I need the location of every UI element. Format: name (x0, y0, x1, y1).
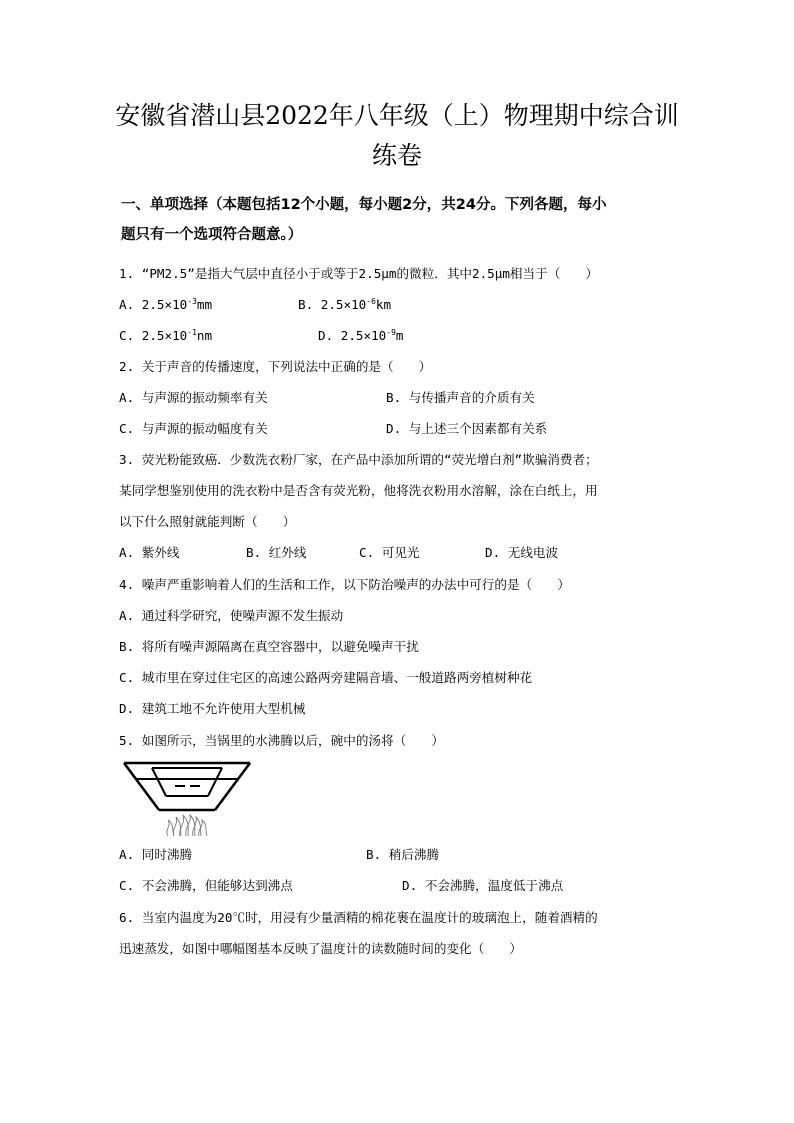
section-heading-line-1: 一、单项选择（本题包括12个小题，每小题2分，共24分。下列各题，每小 (121, 197, 607, 213)
question-1-option-c (119, 327, 212, 345)
option-a-unit: mm (196, 297, 213, 312)
question-1-option-b (298, 296, 391, 314)
question-4-stem: 4. 噪声严重影响着人们的生活和工作，以下防治噪声的办法中可行的是（ ） (119, 577, 570, 592)
question-2-option-a: A. 与声源的振动频率有关 (119, 390, 268, 405)
question-3-option-c: C. 可见光 (359, 545, 420, 560)
flame-icon (167, 815, 207, 836)
option-d-unit: m (395, 328, 404, 343)
bowl-right-wall (208, 768, 222, 796)
question-3-option-b: B. 红外线 (246, 545, 307, 560)
option-a-exponent: -3 (187, 297, 197, 306)
question-4-option-b: B. 将所有噪声源隔离在真空容器中，以避免噪声干扰 (119, 639, 419, 654)
question-3-option-a: A. 紫外线 (119, 545, 180, 560)
question-6-stem-line-1: 6. 当室内温度为20℃时，用浸有少量酒精的棉花裹在温度计的玻璃泡上，随着酒精的 (119, 910, 598, 925)
option-a-base: A. 2.5×10 (119, 297, 188, 312)
question-4-option-c: C. 城市里在穿过住宅区的高速公路两旁建隔音墙、一般道路两旁植树种花 (119, 670, 533, 685)
question-5-stem: 5. 如图所示，当锅里的水沸腾以后，碗中的汤将（ ） (119, 733, 444, 748)
question-3-option-d: D. 无线电波 (485, 545, 559, 560)
question-2-option-d: D. 与上述三个因素都有关系 (386, 421, 548, 436)
question-3-stem-line-3: 以下什么照射就能判断（ ） (119, 514, 296, 529)
option-c-exponent: -1 (187, 328, 197, 337)
option-d-exponent: -9 (386, 328, 396, 337)
question-1-option-a (119, 296, 212, 314)
option-c-base: C. 2.5×10 (119, 328, 188, 343)
question-3-stem-line-2: 某同学想鉴别使用的洗衣粉中是否含有荧光粉，他将洗衣粉用水溶解，涂在白纸上，用 (119, 483, 598, 498)
option-c-unit: nm (196, 328, 213, 343)
question-3-stem-line-1: 3. 荧光粉能致癌．少数洗衣粉厂家，在产品中添加所谓的“荧光增白剂”欺骗消费者； (119, 452, 598, 467)
page-title-line-1: 安徽省潜山县2022年八年级（上）物理期中综合训 (115, 101, 679, 130)
question-2-option-c: C. 与声源的振动幅度有关 (119, 421, 268, 436)
question-2-stem: 2. 关于声音的传播速度，下列说法中正确的是（ ） (119, 359, 432, 374)
option-b-unit: km (375, 297, 392, 312)
question-5-option-b: B. 稍后沸腾 (366, 847, 440, 862)
question-6-stem-line-2: 迅速蒸发，如图中哪幅图基本反映了温度计的读数随时间的变化（ ） (119, 941, 522, 956)
question-1-option-d (318, 327, 403, 345)
pot-and-bowl-figure (122, 760, 252, 838)
question-2-option-b: B. 与传播声音的介质有关 (386, 390, 535, 405)
question-5-option-c: C. 不会沸腾，但能够达到沸点 (119, 878, 293, 893)
question-1-stem: 1. “PM2.5”是指大气层中直径小于或等于2.5μm的微粒．其中2.5μm相当于（ ） (119, 266, 599, 281)
option-b-exponent: -6 (366, 297, 376, 306)
page-title-line-2: 练卷 (371, 141, 422, 170)
question-5-option-d: D. 不会沸腾，温度低于沸点 (402, 878, 564, 893)
question-5-option-a: A. 同时沸腾 (119, 847, 193, 862)
question-4-option-a: A. 通过科学研究，使噪声源不发生振动 (119, 608, 344, 623)
section-heading-line-2: 题只有一个选项符合题意。） (121, 227, 303, 243)
question-4-option-d: D. 建筑工地不允许使用大型机械 (119, 701, 306, 716)
option-b-base: B. 2.5×10 (298, 297, 367, 312)
bowl-left-wall (152, 768, 166, 796)
option-d-base: D. 2.5×10 (318, 328, 387, 343)
